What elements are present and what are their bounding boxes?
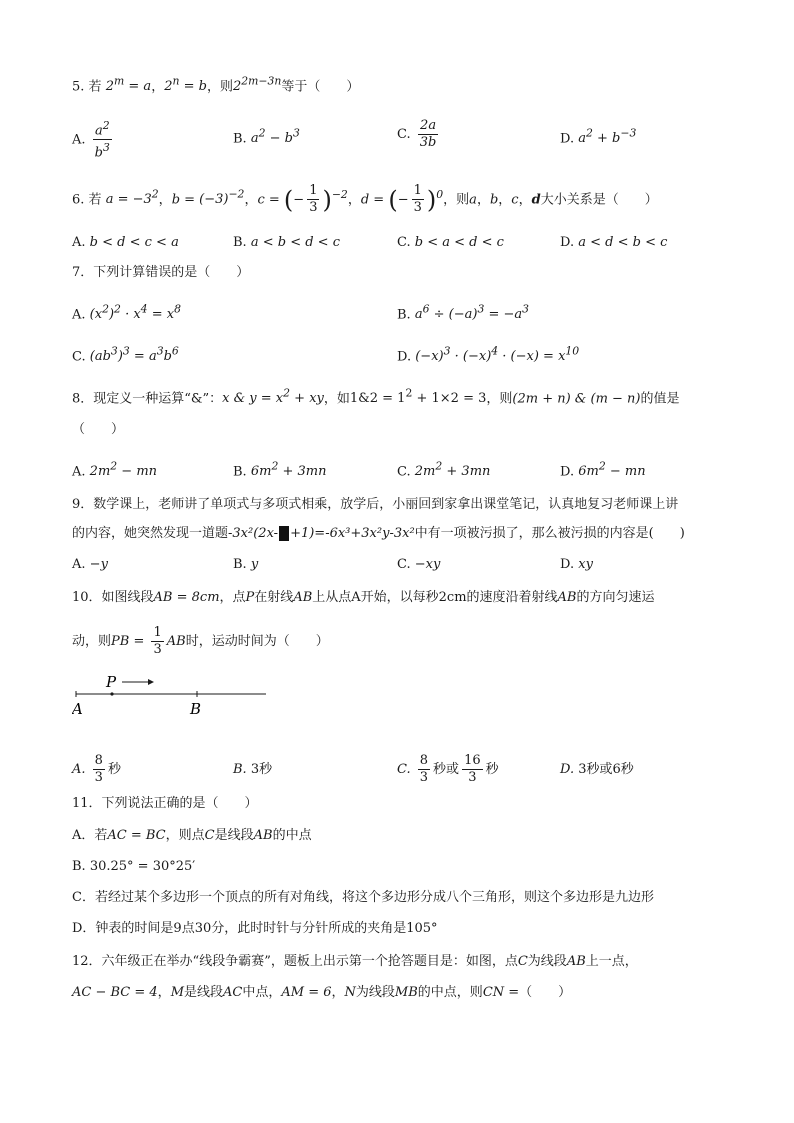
q5-option-b[interactable]: B. $a^2 - b^3$ xyxy=(233,127,300,147)
question-8-stem-line2: （ ） xyxy=(72,422,125,437)
q8-option-a[interactable]: A. $2m^2$ − mn xyxy=(72,460,158,480)
q6-option-c[interactable]: C. b < a < d < c xyxy=(397,235,504,250)
q10-option-d[interactable]: D. 3秒或6秒 xyxy=(560,762,634,777)
q5-option-a[interactable]: A. $\frac{a^2}{b^3}$ xyxy=(72,119,110,161)
q7-option-c[interactable]: C. $(ab^3)^3 = a^3b^6$ xyxy=(72,345,179,365)
q8-option-d[interactable]: D. $6m^2$ − mn xyxy=(560,460,646,480)
question-9-line2: 的内容，她突然发现一道题-3x²(2x- +1)=-6x³+3x²y-3x²中有一项被污损了，那么被污损的内容是( ) xyxy=(72,526,685,541)
ray-ab-figure xyxy=(72,672,272,722)
q7-option-a[interactable]: A. $(x^2)^2 \cdot x^4 = x^8$ xyxy=(72,303,181,323)
q6-option-b[interactable]: B. a < b < d < c xyxy=(233,235,340,250)
q11-option-b[interactable]: B. 30.25° = 30°25′ xyxy=(72,859,196,874)
label-a: A xyxy=(72,700,83,718)
q11-option-a[interactable]: A．若AC = BC，则点C是线段AB的中点 xyxy=(72,828,312,843)
question-6-stem: 6. 若 $a = -3^2$，$b = (-3)^{-2}$，c = (− $\frac{1}{3}$ )$^{-2}$，d = (− $\frac{1}{3}$ )$^0$，则a，b，c，d大小关系是（ ） xyxy=(72,183,658,216)
question-12-line1: 12．六年级正在举办“线段争霸赛”，题板上出示第一个抢答题目是：如图，点C为线段AB上一点， xyxy=(72,954,638,969)
q6-option-a[interactable]: A. b < d < c < a xyxy=(72,235,179,250)
question-11-stem: 11．下列说法正确的是（ ） xyxy=(72,796,258,811)
question-7-stem: 7．下列计算错误的是（ ） xyxy=(72,265,250,280)
question-12-line2: AC − BC = 4，M是线段AC中点，AM = 6，N为线段MB的中点，则CN =（ ） xyxy=(72,985,572,1000)
q11-option-c[interactable]: C．若经过某个多边形一个顶点的所有对角线，将这个多边形分成八个三角形，则这个多边形是九边形 xyxy=(72,890,654,905)
direction-arrow-head xyxy=(148,679,154,685)
q10-option-a[interactable]: A. $\frac{8}{3}$ 秒 xyxy=(72,753,121,785)
q10-option-b[interactable]: B. 3秒 xyxy=(233,762,273,777)
question-8-stem: 8．现定义一种运算“&”：x & $y = x^2$ + xy，如1&2 = $1^2 + 1\times 2 = 3$，则(2m + n) & (m − n)的值是 xyxy=(72,387,680,407)
q5-option-c[interactable]: C. $\frac{2a}{3b}$ xyxy=(397,118,437,150)
q8-option-c[interactable]: C. $2m^2 + 3mn$ xyxy=(397,460,491,480)
q7-option-d[interactable]: D. $(-x)^3 \cdot (-x)^4 \cdot (-x) = x^{10}$ xyxy=(397,345,580,365)
smudged-term-blot xyxy=(279,526,289,541)
q9-option-b[interactable]: B. y xyxy=(233,557,259,572)
point-p-dot xyxy=(110,692,113,695)
q7-option-b[interactable]: B. $a^6 \div (-a)^3 = -a^3$ xyxy=(397,303,530,323)
q9-option-a[interactable]: A. −y xyxy=(72,557,108,572)
q8-option-b[interactable]: B. $6m^2 + 3mn$ xyxy=(233,460,327,480)
q9-option-d[interactable]: D. xy xyxy=(560,557,593,572)
question-10-line2: 动，则PB = $\frac{1}{3}$ AB时，运动时间为（ ） xyxy=(72,625,329,657)
q11-option-d[interactable]: D．钟表的时间是9点30分，此时时针与分针所成的夹角是105° xyxy=(72,921,438,936)
q10-option-c[interactable]: C. $\frac{8}{3}$ 秒或 $\frac{16}{3}$ 秒 xyxy=(397,753,499,785)
q9-option-c[interactable]: C. −xy xyxy=(397,557,441,572)
question-5-stem: 5. 若 $2^m = a$，$2^n = b$，则$2^{2m-3n}$等于（ ） xyxy=(72,75,360,95)
q5-option-d[interactable]: D. $a^2 + b^{-3}$ xyxy=(560,127,637,147)
label-b: B xyxy=(190,700,202,718)
question-9-line1: 9．数学课上，老师讲了单项式与多项式相乘，放学后，小丽回到家拿出课堂笔记，认真地复习老师课上讲 xyxy=(72,497,679,512)
question-10-line1: 10．如图线段AB = 8cm，点P在射线AB上从点A开始，以每秒2cm的速度沿着射线AB的方向匀速运 xyxy=(72,590,655,605)
q6-option-d[interactable]: D. a < d < b < c xyxy=(560,235,668,250)
label-p: P xyxy=(106,673,117,691)
